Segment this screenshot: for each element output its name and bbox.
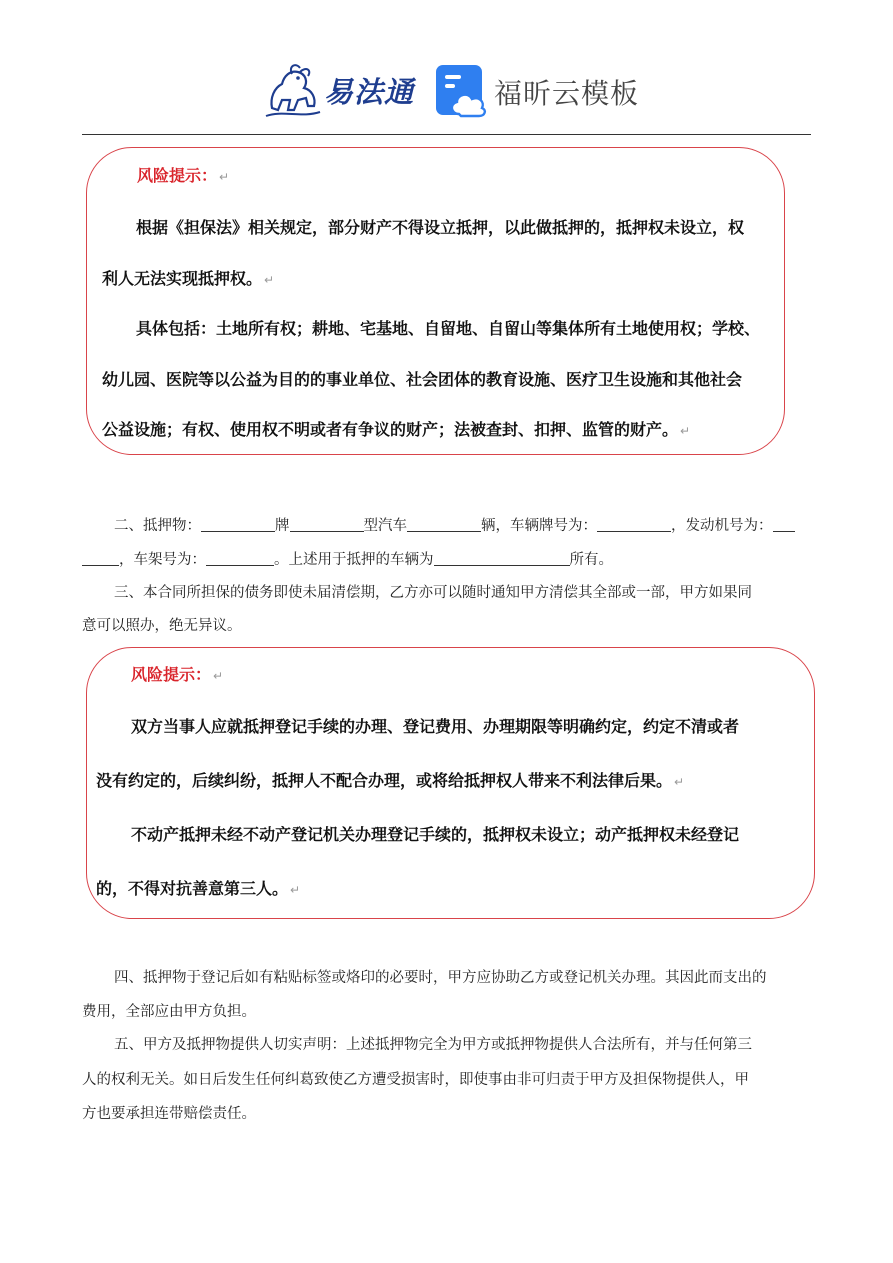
risk-notice-title: 风险提示： ↵ — [137, 166, 230, 185]
qilin-logo-icon — [262, 60, 324, 120]
risk-notice-line: 不动产抵押未经不动产登记机关办理登记手续的，抵押权未设立；动产抵押权未经登记 — [131, 825, 740, 844]
blank-vin — [206, 551, 274, 566]
page-header — [0, 0, 893, 136]
risk-notice-line: 幼儿园、医院等以公益为目的的事业单位、社会团体的教育设施、医疗卫生设施和其他社会 — [102, 370, 743, 389]
blank-model — [290, 517, 364, 532]
risk-notice-line: 双方当事人应就抵押登记手续的办理、登记费用、办理期限等明确约定，约定不清或者 — [131, 717, 740, 736]
blank-plate — [597, 517, 671, 532]
clause-3-line-2: 意可以照办，绝无异议。 — [82, 618, 242, 634]
risk-notice-2 — [86, 647, 815, 919]
yifatong-brand — [262, 60, 414, 120]
clause-4-line-1: 四、抵押物于登记后如有粘贴标签或烙印的必要时，甲方应协助乙方或登记机关办理。其因此而支出的 — [114, 970, 767, 986]
header-divider — [82, 134, 811, 135]
clause-5-line-2: 人的权利无关。如日后发生任何纠葛致使乙方遭受损害时，即使事由非可归责于甲方及担保物提供人，甲 — [82, 1072, 749, 1088]
risk-notice-line: 具体包括：土地所有权；耕地、宅基地、自留地、自留山等集体所有土地使用权；学校、 — [136, 319, 761, 338]
cloud-document-icon — [435, 64, 489, 118]
clause-3-line-1: 三、本合同所担保的债务即使未届清偿期，乙方亦可以随时通知甲方清偿其全部或一部，甲方如果同 — [114, 585, 752, 601]
blank-engine — [773, 517, 795, 532]
risk-notice-line: 公益设施；有权、使用权不明或者有争议的财产；法被查封、扣押、监管的财产。 ↵ — [102, 420, 691, 439]
clause-4-line-2: 费用，全部应由甲方负担。 — [82, 1004, 256, 1020]
risk-notice-line: 的，不得对抗善意第三人。 ↵ — [96, 879, 301, 898]
clause-2-line-1: 二、抵押物： 牌 型汽车 辆，车辆牌号为： ，发动机号为： — [114, 514, 795, 535]
blank-owner — [434, 551, 570, 566]
yifatong-name: 易法通 — [324, 75, 415, 109]
blank-engine-cont — [82, 551, 119, 566]
clause-5-line-1: 五、甲方及抵押物提供人切实声明：上述抵押物完全为甲方或抵押物提供人合法所有，并与任何第三 — [114, 1037, 752, 1053]
clause-2-line-2: ，车架号为： 。上述用于抵押的车辆为 所有。 — [82, 548, 613, 569]
foxit-name: 福昕云模板 — [494, 77, 640, 110]
foxit-brand — [435, 64, 655, 120]
clause-5-line-3: 方也要承担连带赔偿责任。 — [82, 1106, 256, 1122]
risk-notice-line: 利人无法实现抵押权。 ↵ — [102, 269, 275, 288]
blank-brand — [201, 517, 275, 532]
risk-notice-line: 根据《担保法》相关规定，部分财产不得设立抵押，以此做抵押的，抵押权未设立，权 — [136, 218, 745, 237]
risk-notice-line: 没有约定的，后续纠纷，抵押人不配合办理，或将给抵押权人带来不利法律后果。 ↵ — [96, 771, 685, 790]
risk-notice-title: 风险提示： ↵ — [131, 665, 224, 684]
blank-count — [407, 517, 481, 532]
risk-notice-1 — [86, 147, 785, 455]
